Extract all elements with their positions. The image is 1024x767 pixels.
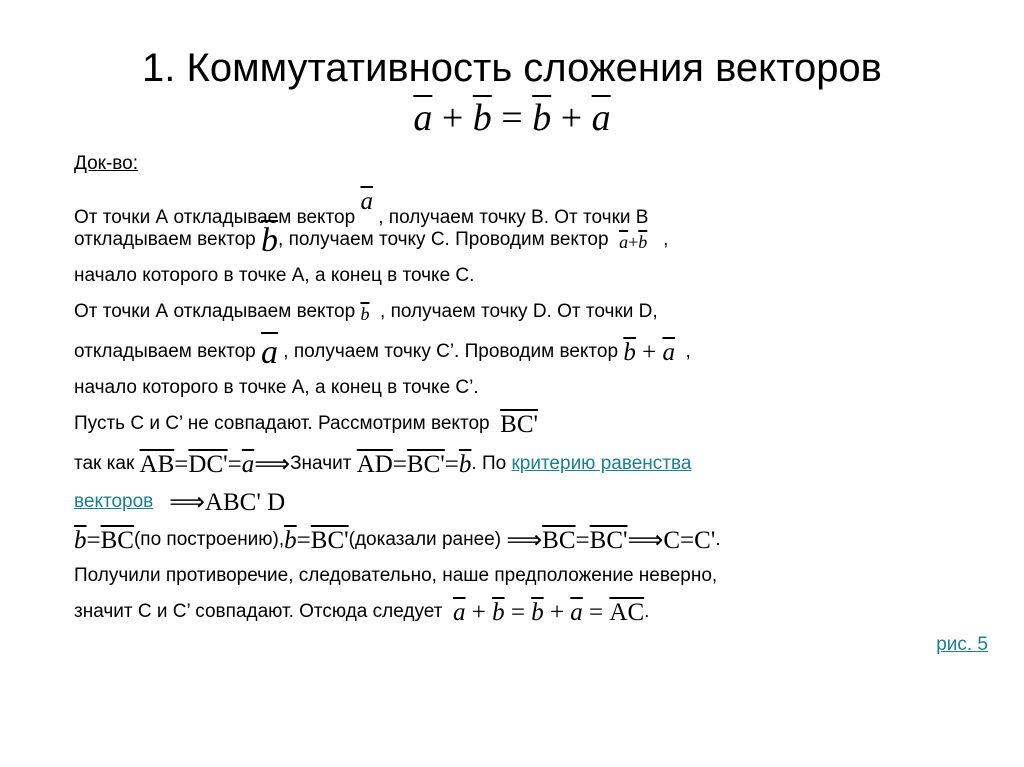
vector-bc: $\overline{BC}$ <box>542 527 576 554</box>
vector-b: $\overline{b}$ <box>74 527 87 554</box>
vector-a: $\overline{a}$ <box>413 97 433 139</box>
vector-b: $\overline{b}$ <box>638 232 648 252</box>
proof-text: , получаем точку С’. Проводим вектор <box>283 341 619 362</box>
equals-sign: = <box>680 527 695 554</box>
plus-sign: + <box>441 97 464 139</box>
vector-b: $\overline{b}$ <box>623 339 636 366</box>
figure-5-link[interactable]: рис. 5 <box>936 634 988 655</box>
plus-sign: + <box>471 599 486 626</box>
implies-arrow-icon: ⟹ <box>627 527 664 554</box>
parallelogram-statement <box>169 489 285 516</box>
proof-line-5 <box>74 334 994 371</box>
vector-dc-prime: DC' <box>188 451 228 478</box>
plus-sign: + <box>628 232 639 252</box>
proof-text: так как <box>74 453 135 474</box>
vector-a: $\overline{a}$ <box>360 188 373 215</box>
proof-line-10 <box>74 526 994 555</box>
implies-arrow-icon: ⟹ <box>254 451 291 478</box>
final-equation <box>453 599 644 626</box>
proof-text: значит С и С’ совпадают. Отсюда следует <box>74 601 443 622</box>
vector-a: $\overline{a}$ <box>570 599 583 626</box>
proof-text: Получили противоречие, следовательно, наше предположение неверно, <box>74 565 718 586</box>
vector-b: $\overline{b}$ <box>492 599 505 626</box>
point-c-prime: C' <box>694 527 716 554</box>
vector-b: $\overline{b}$ <box>360 304 370 324</box>
vector-a: $\overline{a}$ <box>662 339 675 366</box>
slide-title: 1. Коммутативность сложения векторов <box>142 46 882 90</box>
vector-bc-prime: BC' <box>589 527 628 554</box>
proof-line-9 <box>74 488 994 517</box>
vector-equality-criterion-link[interactable]: критерию равенства <box>511 453 692 474</box>
proof-line-4 <box>74 298 994 328</box>
proof-line-12 <box>74 598 994 627</box>
vector-ab: $\overline{AB}$ <box>139 451 175 478</box>
proof-text: От точки А откладываем вектор <box>74 301 356 322</box>
point-c: C <box>663 527 681 554</box>
sum-vector <box>623 339 675 366</box>
proof-text: , <box>685 341 691 362</box>
vector-b: $\overline{b}$ <box>261 222 279 259</box>
vector-bc-prime: BC' <box>500 411 539 438</box>
equals-sign: = <box>444 451 459 478</box>
parallelogram-name: ABC' D <box>204 489 286 516</box>
proof-text: Пусть С и С’ не совпадают. Рассмотрим вектор <box>74 413 490 434</box>
vector-b: $\overline{b}$ <box>531 599 544 626</box>
equation-b-bc-prime <box>284 527 348 554</box>
proof-text: Значит <box>290 453 352 474</box>
equals-sign: = <box>227 451 242 478</box>
proof-line-3 <box>74 262 994 290</box>
vector-b: $\overline{b}$ <box>284 527 297 554</box>
proof-text: (по построению), <box>133 529 285 550</box>
equals-sign: = <box>86 527 101 554</box>
equation-ad-bc-b <box>357 451 472 478</box>
vector-a: $\overline{a}$ <box>619 232 629 252</box>
proof-line-11 <box>74 562 994 590</box>
proof-text: , получаем точку D. От точки D, <box>380 301 658 322</box>
equals-sign: = <box>510 599 525 626</box>
vector-bc: $\overline{BC}$ <box>100 527 134 554</box>
proof-text: , получаем точку С. Проводим вектор <box>278 229 609 250</box>
proof-text: , получаем точку В. От точки В <box>378 207 649 228</box>
sum-vector <box>619 232 647 252</box>
vector-a: $\overline{a}$ <box>261 334 279 371</box>
vector-bc-prime: BC' <box>310 527 349 554</box>
proof-text: (доказали ранее) <box>348 529 502 550</box>
equals-sign: = <box>589 599 604 626</box>
vector-b: $\overline{b}$ <box>532 97 552 139</box>
vector-a: $\overline{a}$ <box>452 599 466 626</box>
proof-text: . <box>715 529 721 550</box>
vector-equality-criterion-link-cont[interactable]: векторов <box>74 491 154 512</box>
equals-sign: = <box>501 97 523 139</box>
proof-line-6 <box>74 374 994 402</box>
proof-text: От точки А откладываем вектор <box>74 207 356 228</box>
proof-text: откладываем вектор <box>74 229 256 250</box>
proof-text: начало которого в точке А, а конец в точке С’. <box>74 377 479 398</box>
vector-a: $\overline{a}$ <box>591 97 611 139</box>
proof-label-line <box>74 150 994 178</box>
equals-sign: = <box>392 451 407 478</box>
proof-text: откладываем вектор <box>74 341 256 362</box>
commutativity-formula <box>0 96 1024 140</box>
equals-sign: = <box>575 527 590 554</box>
vector-b: $\overline{b}$ <box>472 97 492 139</box>
implies-arrow-icon: ⟹ <box>506 527 543 554</box>
proof-line-2 <box>74 222 994 259</box>
plus-sign: + <box>549 599 565 626</box>
equals-sign: = <box>296 527 311 554</box>
proof-text: . По <box>471 453 507 474</box>
vector-ac: $\overline{AC}$ <box>609 599 645 626</box>
conclusion-chain <box>506 527 715 554</box>
equation-ab-dc-a <box>140 451 291 478</box>
proof-line-7 <box>74 410 994 439</box>
equals-sign: = <box>174 451 189 478</box>
proof-text: . <box>644 601 650 622</box>
proof-label: Док-во: <box>74 153 139 174</box>
proof-text: , <box>663 229 669 250</box>
vector-ad: $\overline{AD}$ <box>356 451 393 478</box>
proof-line-8 <box>74 450 994 479</box>
vector-a: $\overline{a}$ <box>241 451 255 478</box>
proof-text: начало которого в точке А, а конец в точке С. <box>74 265 475 286</box>
plus-sign: + <box>642 339 657 366</box>
plus-sign: + <box>560 97 583 139</box>
vector-bc-prime: BC' <box>406 451 445 478</box>
vector-b: $\overline{b}$ <box>458 451 472 478</box>
equation-b-bc <box>74 527 134 554</box>
implies-arrow-icon: ⟹ <box>169 489 205 516</box>
